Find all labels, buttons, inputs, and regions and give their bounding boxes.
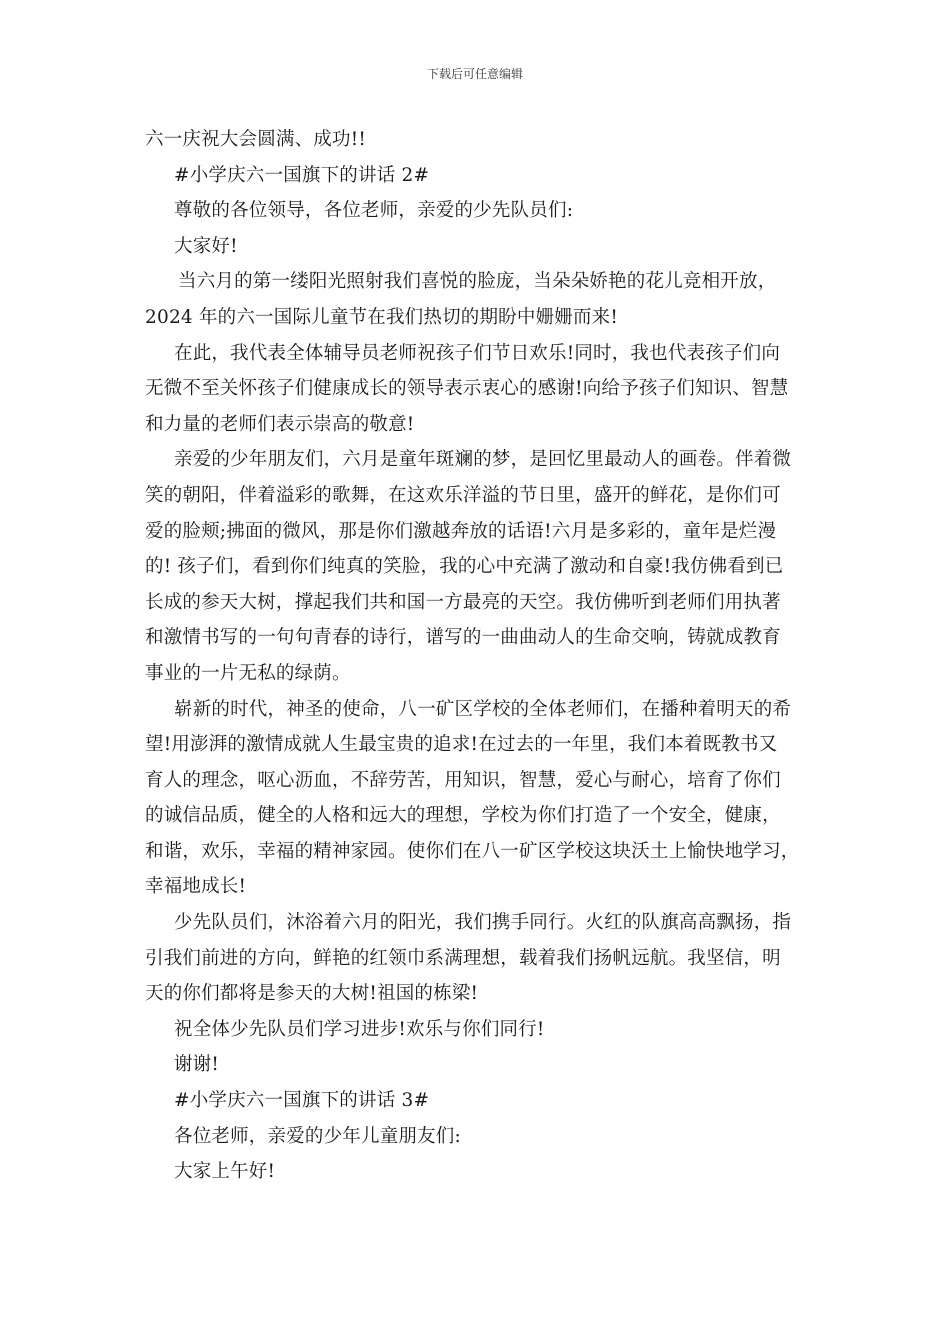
- text-line: 大家上午好!: [174, 1161, 276, 1183]
- text-line: 和谐，欢乐，幸福的精神家园。使你们在八一矿区学校这块沃土上愉快地学习，: [145, 840, 800, 862]
- section-heading: #小学庆六一国旗下的讲话 2#: [174, 164, 430, 186]
- text-line: 事业的一片无私的绿荫。: [145, 662, 351, 684]
- text-line: 尊敬的各位领导，各位老师，亲爱的少先队员们:: [174, 200, 574, 222]
- text-line: 笑的朝阳，伴着溢彩的歌舞，在这欢乐洋溢的节日里，盛开的鲜花，是你们可: [145, 484, 781, 506]
- text-line: 爱的脸颊;拂面的微风，那是你们激越奔放的话语!六月是多彩的，童年是烂漫: [145, 520, 777, 542]
- text-line: 在此，我代表全体辅导员老师祝孩子们节日欢乐!同时，我也代表孩子们向: [174, 342, 781, 364]
- section-heading: #小学庆六一国旗下的讲话 3#: [174, 1090, 430, 1112]
- text-line: 无微不至关怀孩子们健康成长的领导表示衷心的感谢!向给予孩子们知识、智慧: [145, 378, 789, 400]
- text-line: 天的你们都将是参天的大树!祖国的栋梁!: [145, 983, 479, 1005]
- text-line: 望!用澎湃的激情成就人生最宝贵的追求!在过去的一年里，我们本着既教书又: [145, 734, 778, 756]
- text-line: 2024 年的六一国际儿童节在我们热切的期盼中姗姗而来!: [145, 306, 618, 328]
- text-line: 各位老师，亲爱的少年儿童朋友们:: [174, 1125, 461, 1147]
- text-line: 祝全体少先队员们学习进步!欢乐与你们同行!: [174, 1018, 545, 1040]
- text-line: 育人的理念，呕心沥血，不辞劳苦，用知识，智慧，爱心与耐心，培育了你们: [145, 769, 781, 791]
- text-line: 谢谢!: [174, 1054, 220, 1076]
- text-line: 引我们前进的方向，鲜艳的红领巾系满理想，载着我们扬帆远航。我坚信，明: [145, 947, 781, 969]
- document-body: [145, 122, 820, 1190]
- text-line: 亲爱的少年朋友们，六月是童年斑斓的梦，是回忆里最动人的画卷。伴着微: [174, 449, 792, 471]
- text-line: 幸福地成长!: [145, 876, 247, 898]
- text-line: 的诚信品质，健全的人格和远大的理想，学校为你们打造了一个安全，健康，: [145, 805, 781, 827]
- text-line: 的! 孩子们，看到你们纯真的笑脸，我的心中充满了激动和自豪!我仿佛看到已: [145, 556, 784, 578]
- text-line: 少先队员们，沐浴着六月的阳光，我们携手同行。火红的队旗高高飘扬，指: [174, 912, 792, 934]
- text-line: 当六月的第一缕阳光照射我们喜悦的脸庞，当朵朵娇艳的花儿竞相开放，: [178, 271, 777, 293]
- text-line: 和力量的老师们表示崇高的敬意!: [145, 413, 415, 435]
- text-line: 长成的参天大树，撑起我们共和国一方最亮的天空。我仿佛听到老师们用执著: [145, 591, 781, 613]
- text-line: 崭新的时代，神圣的使命，八一矿区学校的全体老师们，在播种着明天的希: [174, 698, 792, 720]
- text-line: 和激情书写的一句句青春的诗行，谱写的一曲曲动人的生命交响，铸就成教育: [145, 627, 781, 649]
- text-line: 六一庆祝大会圆满、成功!!: [145, 129, 366, 150]
- text-line: 大家好!: [174, 235, 238, 257]
- page-header-note: 下载后可任意编辑: [426, 67, 523, 81]
